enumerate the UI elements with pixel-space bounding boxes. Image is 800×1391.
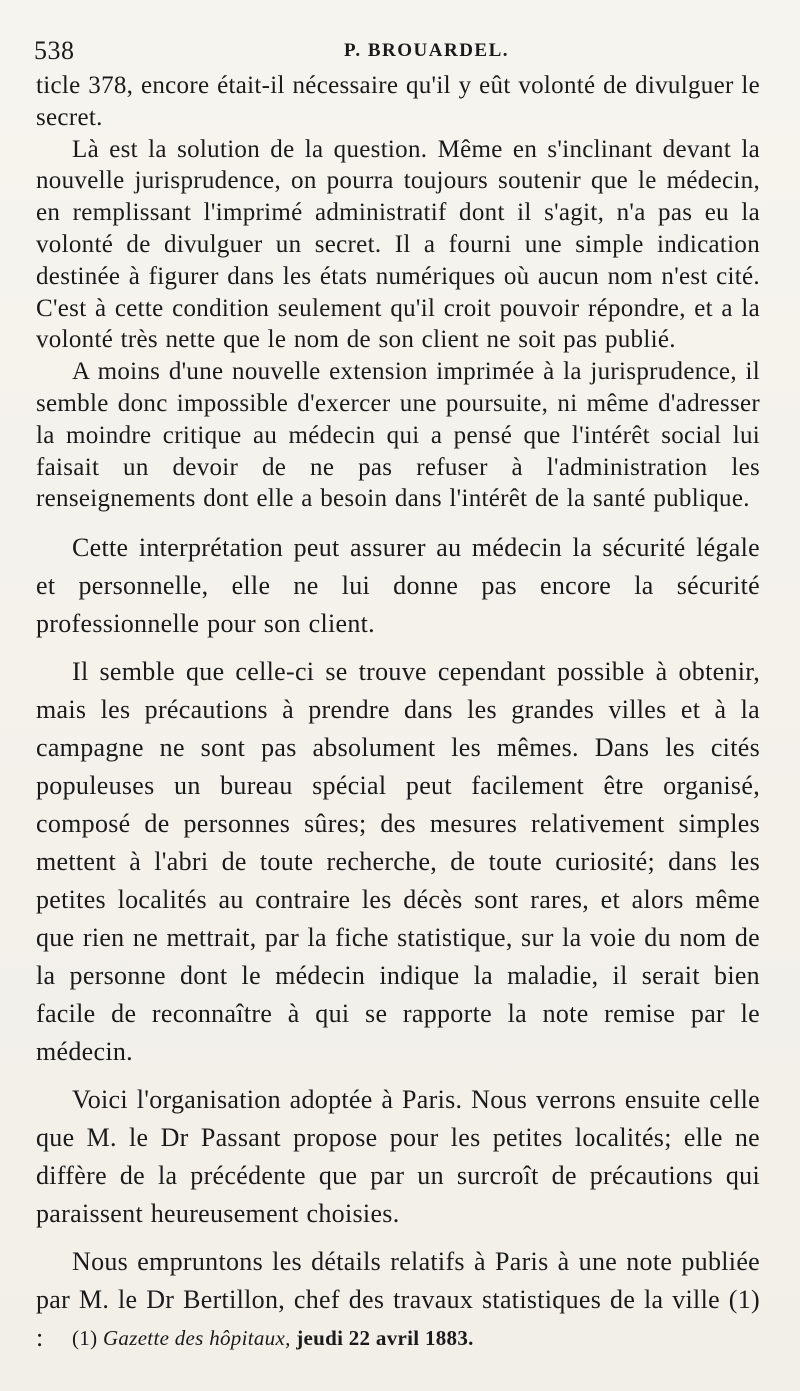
paragraph: Nous empruntons les détails relatifs à Paris à une note publiée par M. le Dr Bertillon, chef des travaux statistiques de la ville (1) : [36, 1247, 760, 1353]
page-header [34, 36, 764, 66]
paragraph: Voici l'organisation adoptée à Paris. Nous verrons ensuite celle que M. le Dr Passant propose pour les petites localités; elle ne diffère de la précédente que par un surcroît de précautions qui paraissent heureusement choisies. [36, 1085, 760, 1229]
paragraph-continuation: ticle 378, encore était-il nécessaire qu'il y eût volonté de divulguer le secret. [36, 72, 760, 131]
paragraph: A moins d'une nouvelle extension imprimée à la jurisprudence, il semble donc impossible d'exercer une poursuite, ni même d'adresser la moindre critique au médecin qui a pensé que l'intérêt social lui faisait un devoir de ne pas refuser à l'administration les renseignements dont elle a besoin dans l'intérêt de la santé publique. [36, 358, 760, 513]
paragraph: Là est la solution de la question. Même en s'inclinant devant la nouvelle jurisprudence, on pourra toujours soutenir que le médecin, en remplissant l'imprimé administratif dont il s'agit, n'a pas eu la volonté de divulguer un secret. Il a fourni une simple indication destinée à figurer dans les états numériques où aucun nom n'est cité. C'est à cette condition seulement qu'il croit pouvoir répondre, et a la volonté très nette que le nom de son client ne soit pas publié. [36, 135, 760, 354]
page-number: 538 [34, 36, 75, 65]
footnote [72, 1326, 772, 1351]
footnote-date: jeudi 22 avril 1883. [296, 1326, 474, 1350]
paragraph: Il semble que celle-ci se trouve cependant possible à obtenir, mais les précautions à prendre dans les grandes villes et à la campagne ne sont pas absolument les mêmes. Dans les cités populeuses un bureau spécial peut facilement être organisé, composé de personnes sûres; des mesures relativement simples mettent à l'abri de toute recherche, de toute curiosité; dans les petites localités au contraire les décès sont rares, et alors même que rien ne mettrait, par la fiche statistique, sur la voie du nom de la personne dont le médecin indique la maladie, il serait bien facile de reconnaître à qui se rapporte la note remise par le médecin. [36, 657, 760, 1067]
footnote-source: Gazette des hôpitaux, [102, 1326, 291, 1350]
running-head: P. BROUARDEL. [344, 40, 510, 61]
footnote-marker: (1) [72, 1326, 98, 1350]
body-text [36, 70, 760, 1357]
paragraph: Cette interprétation peut assurer au médecin la sécurité légale et personnelle, elle ne lui donne pas encore la sécurité professionnelle pour son client. [36, 533, 760, 639]
